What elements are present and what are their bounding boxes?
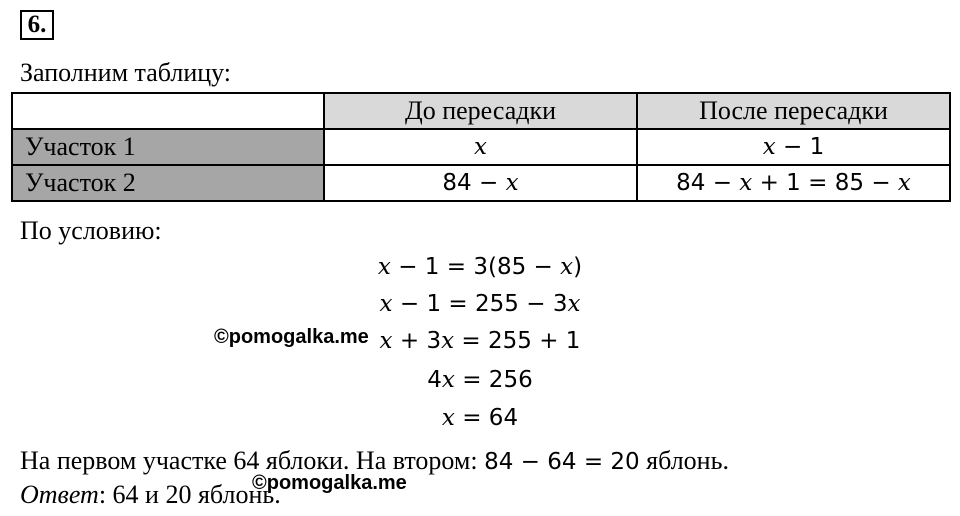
table-row [12,129,950,165]
problem-number: 6. [20,10,54,40]
header-after: После пересадки [637,93,950,129]
table-corner-cell [12,93,324,129]
header-before: До пересадки [324,93,637,129]
table-header-row [12,93,950,129]
cell-plot-2-after: 84 − x + 1 = 85 − x [637,165,950,201]
equation-line-4: 4x = 256 [427,367,533,393]
equation-line-2: x − 1 = 255 − 3x [379,291,581,317]
equation-line-1: x − 1 = 3(85 − x) [377,254,583,280]
watermark: ©pomogalka.me [252,472,407,494]
watermark: ©pomogalka.me [214,326,369,348]
answer-text: : 64 и 20 яблонь. [98,480,281,509]
result-text: На первом участке 64 яблоки. На втором: [20,446,478,475]
intro-text: Заполним таблицу: [20,58,232,87]
equation-line-5: x = 64 [441,405,519,431]
cell-plot-2-before: 84 − x [324,165,637,201]
cell-plot-1-after: x − 1 [637,129,950,165]
result-expression: 84 − 64 = 20 [484,449,640,475]
cell-plot-1-before: x [324,129,637,165]
transplant-table [11,92,951,202]
answer-line [20,480,281,510]
table-row [12,165,950,201]
row-label-plot-1: Участок 1 [12,129,324,165]
row-label-plot-2: Участок 2 [12,165,324,201]
answer-label: Ответ [20,480,99,509]
condition-label: По условию: [20,216,162,245]
result-suffix: яблонь. [646,446,729,475]
equation-line-3: x + 3x = 255 + 1 [379,328,581,354]
